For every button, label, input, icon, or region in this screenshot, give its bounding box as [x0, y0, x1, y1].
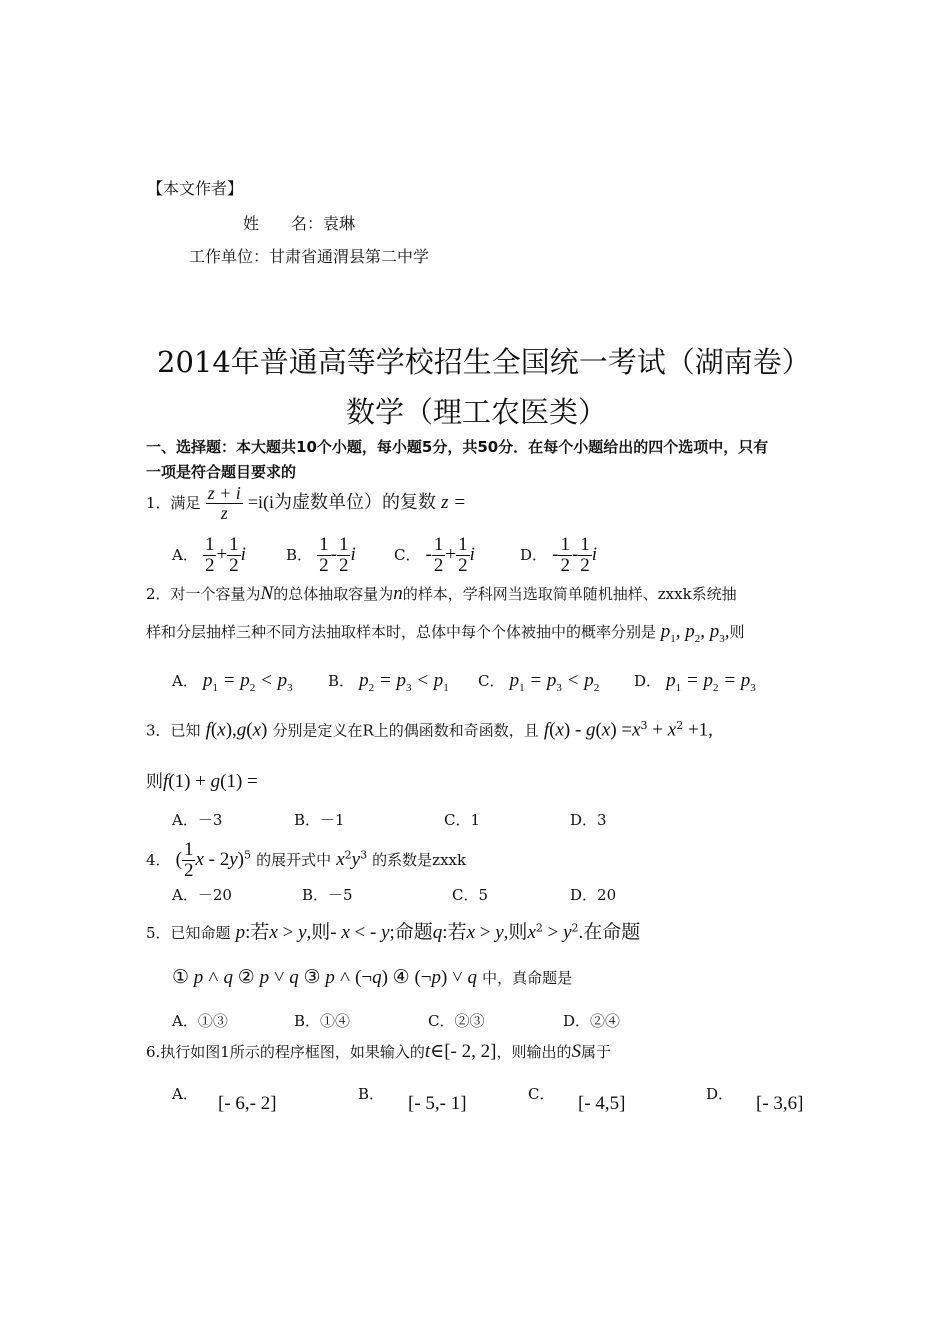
q4-option-a: A．－20 [172, 886, 232, 904]
question-2-line2: 样和分层抽样三种不同方法抽取样本时，总体中每个个体被抽中的概率分别是 $p_1$, $p_2$, $p_3$,则 [146, 621, 745, 645]
q6-option-c-label: C． [528, 1085, 555, 1103]
exam-subtitle: 数学（理工农医类） [346, 395, 608, 429]
question-6: 6.执行如图1所示的程序框图，如果输入的t∈[- 2, 2]，则输出的S属于 [146, 1041, 611, 1062]
q6-option-d-label: D． [706, 1085, 734, 1103]
exam-title: 2014年普通高等学校招生全国统一考试（湖南卷） [157, 345, 811, 379]
q6-option-a-label: A． [172, 1085, 198, 1103]
q1-option-a: A． $\frac{1}{2}$ + $\frac{1}{2}$ i [172, 534, 246, 576]
q2-option-a: A． $p_1 = p_2 < p_3$ [172, 670, 293, 694]
q3-option-d: D．3 [570, 811, 607, 829]
q2-option-c: C． $p_1 = p_3 < p_2$ [478, 670, 600, 694]
q5-option-b: B．①④ [294, 1012, 351, 1030]
question-1: 1．满足 $\frac{z + i}{z}$ =i(i为虚数单位）的复数 z = [146, 483, 467, 523]
q6-option-d-value: [- 3,6] [756, 1093, 804, 1114]
q6-option-c-value: [- 4,5] [578, 1093, 626, 1114]
section-heading-line1: 一、选择题：本大题共10个小题，每小题5分，共50分．在每个小题给出的四个选项中，只有 [146, 438, 769, 456]
question-4: 4． ( $\frac{1}{2}$ x - 2y)$^5$ 的展开式中 $x^2y^3$ 的系数是zxxk [146, 839, 467, 881]
q4-option-b: B．－5 [302, 886, 353, 904]
q2-option-b: B． $p_2 = p_3 < p_1$ [328, 670, 449, 694]
q1-option-c: C． - $\frac{1}{2}$ + $\frac{1}{2}$ i [394, 534, 475, 576]
q6-option-b-value: [- 5,- 1] [408, 1093, 467, 1114]
q3-option-a: A．－3 [172, 811, 223, 829]
q6-option-a-value: [- 6,- 2] [218, 1093, 277, 1114]
q1-option-d: D． - $\frac{1}{2}$ - $\frac{1}{2}$ i [520, 534, 598, 576]
q5-option-a: A．①③ [172, 1012, 228, 1030]
q5-option-c: C．②③ [428, 1012, 485, 1030]
q4-option-c: C．5 [452, 886, 489, 904]
q3-option-b: B．－1 [294, 811, 345, 829]
q2-option-d: D． $p_1 = p_2 = p_3$ [634, 670, 756, 694]
author-unit: 工作单位：甘肃省通渭县第二中学 [189, 247, 430, 266]
q1-option-b: B． $\frac{1}{2}$ - $\frac{1}{2}$ i [286, 534, 356, 576]
section-heading-line2: 一项是符合题目要求的 [146, 463, 297, 481]
q4-option-d: D．20 [570, 886, 617, 904]
question-5-line2: ① p ˄ q ② p ˅ q ③ p ˄ (¬q) ④ (¬p) ˅ q 中，真命题是 [172, 967, 573, 988]
question-3-line2: 则f(1) + g(1) = [146, 771, 258, 792]
author-heading: 【本文作者】 [147, 179, 244, 198]
question-5-line1: 5．已知命题 p:若x > y,则- x < - y;命题q:若x > y,则$x^2 > y^2$.在命题 [146, 921, 641, 943]
question-3-line1: 3．已知 f(x),g(x) 分别是定义在R上的偶函数和奇函数，且 $f(x) - g(x) =x^3 + x^2 +1$, [146, 719, 713, 741]
question-2-line1: 2．对一个容量为N的总体抽取容量为n的样本，学科网当选取简单随机抽样、zxxk系统抽 [146, 583, 737, 604]
q1-fraction: $\frac{z + i}{z}$ [207, 483, 241, 523]
q6-option-b-label: B． [358, 1085, 385, 1103]
q5-option-d: D．②④ [563, 1012, 621, 1030]
q3-option-c: C．1 [444, 811, 481, 829]
author-name: 姓 名：袁琳 [243, 214, 356, 233]
